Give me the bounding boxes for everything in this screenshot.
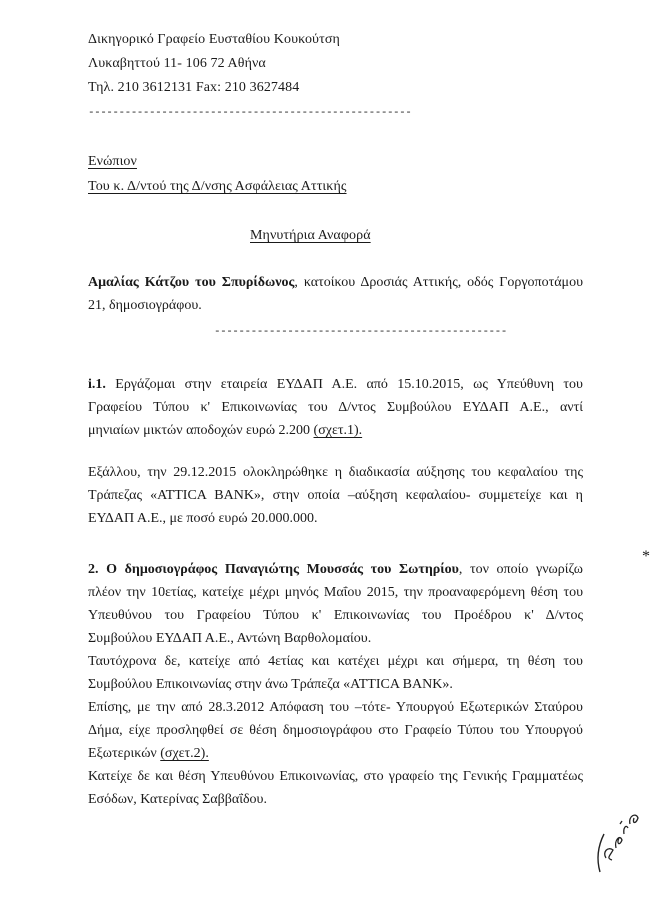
section-2-line: Δήμα, είχε προσληφθεί σε θέση δημοσιογράφου στο Γραφείο Τύπου του Υπουργού <box>88 723 583 738</box>
reference-2: (σχετ.2). <box>160 746 209 761</box>
section-2-line: Κατείχε δε και θέση Υπευθύνου Επικοινωνίας, στο γραφείο της Γενικής Γραμματέως <box>88 769 583 784</box>
handwritten-note-icon <box>586 798 646 878</box>
section-2-line: Συμβούλου ΕΥΔΑΠ Α.Ε., Αντώνη Βαρθολομαίου. <box>88 631 372 646</box>
complainant-details-cont: 21, δημοσιογράφου. <box>88 298 202 313</box>
section-2-line: πλέον την 10ετίας, κατείχε μέχρι μηνός Μαΐου 2015, την προαναφερόμενη θέση του <box>88 585 583 600</box>
complainant-block <box>88 271 583 317</box>
section-2-line: Ταυτόχρονα δε, κατείχε από 4ετίας και κατέχει μέχρι και σήμερα, τη θέση του <box>88 654 583 669</box>
section-1-line: Εξάλλου, την 29.12.2015 ολοκληρώθηκε η διαδικασία αύξησης του κεφαλαίου της <box>88 465 583 480</box>
section-1-line: Τράπεζας «ATTICA BANK», στην οποία –αύξηση κεφαλαίου- συμμετείχε και η <box>88 488 583 503</box>
section-1-paragraph-1 <box>88 373 583 442</box>
section-2-paragraph <box>88 558 583 811</box>
section-2-line: Εσόδων, Κατερίνας Σαββαΐδου. <box>88 792 267 807</box>
letterhead-firm-name: Δικηγορικό Γραφείο Ευσταθίου Κουκούτση <box>88 32 340 47</box>
section-2-line: , τον οποίο γνωρίζω <box>458 562 583 577</box>
addressee-before: Ενώπιον <box>88 154 137 169</box>
document-title: Μηνυτήρια Αναφορά <box>250 228 371 243</box>
margin-asterisk: * <box>642 548 650 565</box>
letterhead-phone-fax: Τηλ. 210 3612131 Fax: 210 3627484 <box>88 80 300 95</box>
section-separator: ------------------------------------------------ <box>214 326 507 338</box>
complainant-details: , κατοίκου Δροσιάς Αττικής, οδός Γοργοποτάμου <box>294 275 583 290</box>
letterhead-separator: ----------------------------------------------------- <box>88 107 412 119</box>
section-1-line: Εργάζομαι στην εταιρεία ΕΥΔΑΠ Α.Ε. από 15.10.2015, ως Υπεύθυνη του <box>115 377 583 392</box>
section-1-line: Γραφείου Τύπου κ' Επικοινωνίας του Δ/ντος Συμβούλου ΕΥΔΑΠ Α.Ε., αντί <box>88 400 583 415</box>
section-2-heading: 2. Ο δημοσιογράφος Παναγιώτης Μουσσάς του Σωτηρίου <box>88 562 459 577</box>
reference-1: (σχετ.1). <box>313 423 363 438</box>
complainant-name: Αμαλίας Κάτζου του Σπυρίδωνος <box>88 275 295 290</box>
section-2-line: Εξωτερικών <box>88 746 157 761</box>
section-1-line: ΕΥΔΑΠ Α.Ε., με ποσό ευρώ 20.000.000. <box>88 511 318 526</box>
section-2-line: Υπευθύνου του Γραφείου Τύπου κ' Επικοινωνίας του Προέδρου κ' Δ/ντος <box>88 608 583 623</box>
section-1-paragraph-2 <box>88 461 583 530</box>
addressee-recipient: Του κ. Δ/ντού της Δ/νσης Ασφάλειας Αττικής <box>88 179 347 194</box>
section-2-line: Συμβούλου Επικοινωνίας στην άνω Τράπεζα «ATTICA BANK». <box>88 677 453 692</box>
section-1-number: i.1. <box>88 377 106 392</box>
section-1-line: μηνιαίων μικτών αποδοχών ευρώ 2.200 <box>88 423 311 438</box>
letterhead-address: Λυκαβηττού 11- 106 72 Αθήνα <box>88 56 266 71</box>
section-2-line: Επίσης, με την από 28.3.2012 Απόφαση του –τότε- Υπουργού Εξωτερικών Σταύρου <box>88 700 583 715</box>
